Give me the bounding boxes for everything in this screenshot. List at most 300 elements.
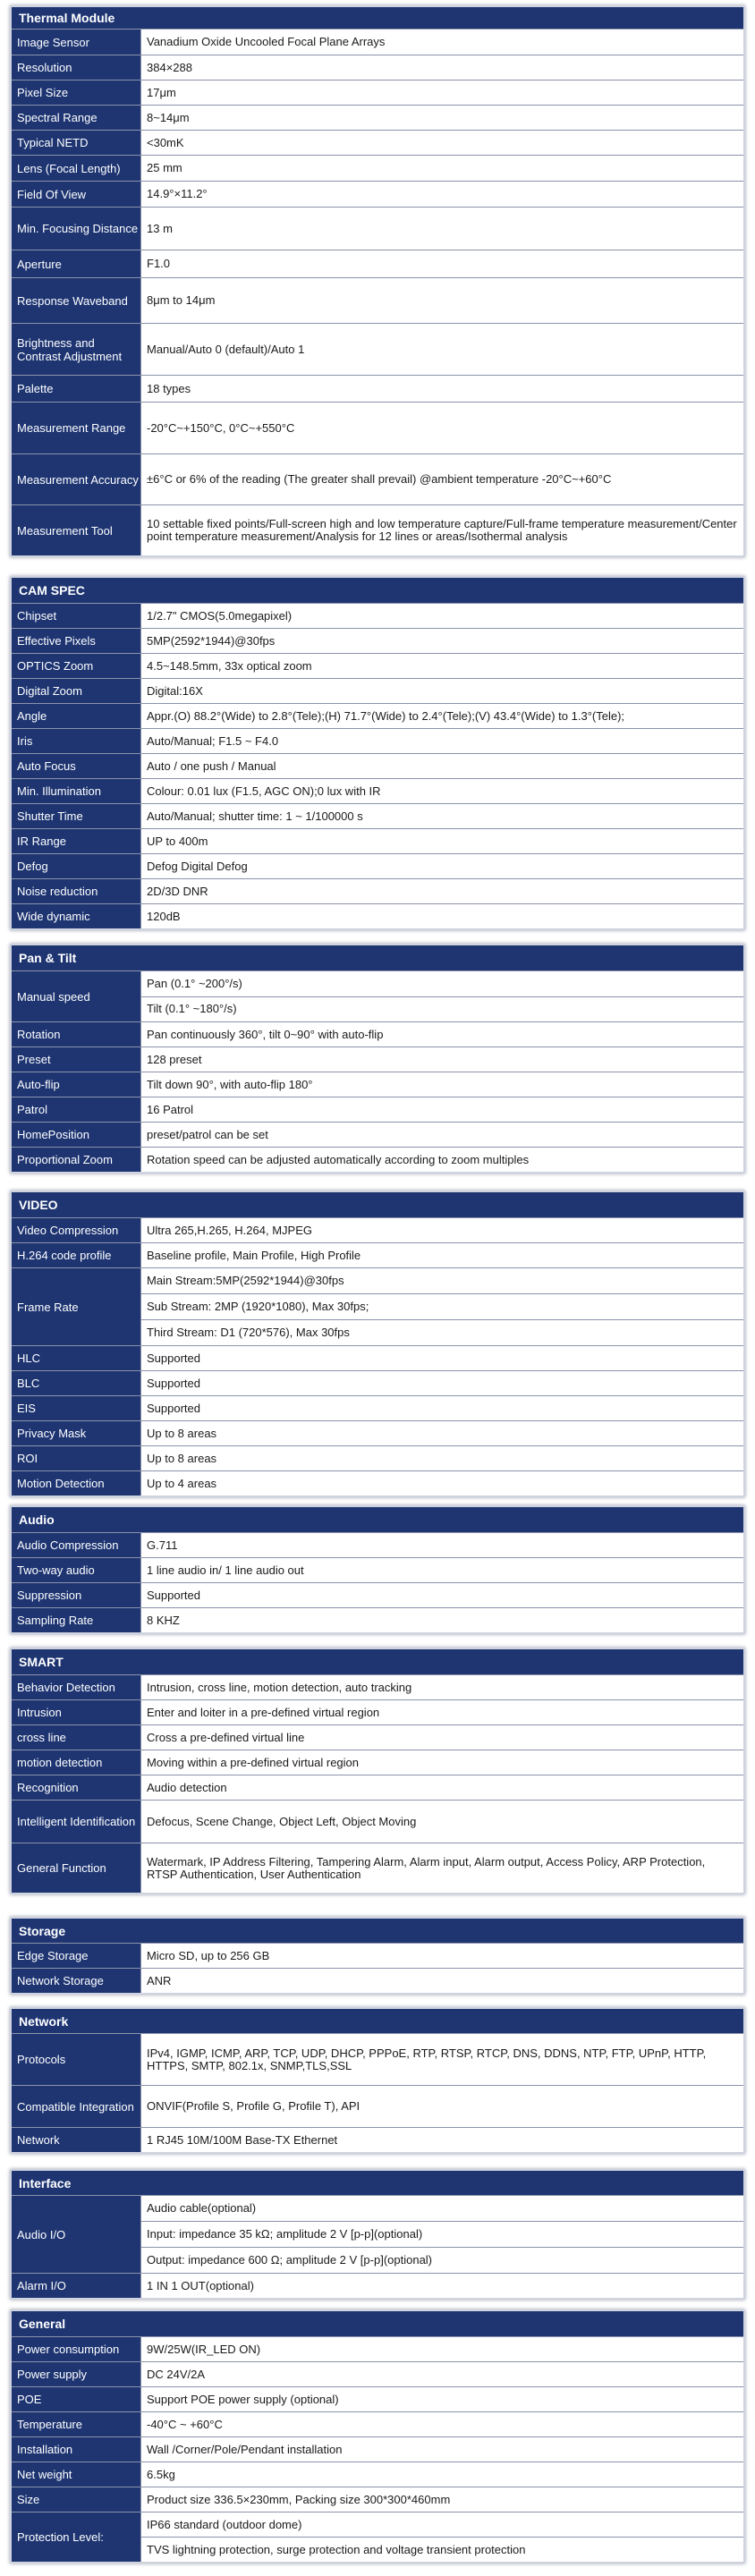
spec-values (141, 754, 743, 778)
spec-label: Digital Zoom (12, 679, 141, 703)
spec-values (141, 2462, 743, 2487)
spec-label: Shutter Time (12, 804, 141, 828)
spec-values (141, 1471, 743, 1496)
spec-values (141, 2034, 743, 2085)
spec-label: Network (12, 2128, 141, 2152)
spec-values (141, 1371, 743, 1395)
spec-row (12, 1699, 743, 1724)
spec-label: Aperture (12, 250, 141, 277)
section-network (12, 2009, 743, 2152)
spec-values (141, 2274, 743, 2298)
spec-value: 1 line audio in/ 1 line audio out (147, 1563, 304, 1577)
spec-values (141, 2086, 743, 2127)
spec-values (141, 1268, 743, 1345)
spec-values (141, 30, 743, 55)
spec-value: Wall /Corner/Pole/Pendant installation (147, 2442, 343, 2456)
spec-value: Up to 8 areas (147, 1451, 217, 1465)
spec-value: Audio detection (147, 1780, 227, 1794)
spec-values (141, 879, 743, 903)
spec-row (12, 2386, 743, 2411)
spec-values (141, 1969, 743, 1993)
spec-value: Up to 4 areas (147, 1476, 217, 1490)
spec-label: cross line (12, 1725, 141, 1750)
spec-row (12, 970, 743, 1021)
spec-value: Intrusion, cross line, motion detection, auto tracking (147, 1680, 412, 1694)
spec-row (12, 803, 743, 828)
spec-value: 6.5kg (147, 2467, 175, 2481)
spec-values (141, 1750, 743, 1775)
section-general (12, 2311, 743, 2562)
spec-value: Supported (147, 1351, 200, 1365)
spec-values (141, 1775, 743, 1800)
spec-label: Two-way audio (12, 1558, 141, 1582)
spec-row (12, 778, 743, 803)
spec-values (141, 1072, 743, 1097)
spec-value: Vanadium Oxide Uncooled Focal Plane Arrays (147, 35, 386, 48)
spec-values (141, 1243, 743, 1267)
spec-values (141, 679, 743, 703)
spec-values (141, 604, 743, 628)
spec-label: Suppression (12, 1583, 141, 1607)
section-storage (12, 1919, 743, 1993)
spec-value: Product size 336.5×230mm, Packing size 300*300*460mm (147, 2492, 451, 2506)
spec-label: Sampling Rate (12, 1608, 141, 1632)
spec-values (141, 1346, 743, 1370)
spec-row (12, 181, 743, 207)
spec-value: 2D/3D DNR (147, 884, 208, 898)
section-video (12, 1192, 743, 1496)
spec-label: HomePosition (12, 1123, 141, 1147)
spec-values (141, 904, 743, 928)
spec-values (141, 1843, 743, 1893)
spec-value: DC 24V/2A (147, 2367, 206, 2381)
spec-value: ONVIF(Profile S, Profile G, Profile T), API (147, 2099, 361, 2113)
spec-values (141, 376, 743, 402)
spec-label: Motion Detection (12, 1471, 141, 1496)
spec-row (12, 1724, 743, 1750)
spec-row (12, 80, 743, 105)
spec-value: Moving within a pre-defined virtual region (147, 1755, 360, 1769)
spec-values (141, 1396, 743, 1420)
spec-label: Installation (12, 2437, 141, 2462)
spec-values (141, 156, 743, 181)
spec-row (12, 155, 743, 181)
spec-label: OPTICS Zoom (12, 654, 141, 678)
spec-value: ±6°C or 6% of the reading (The greater shall prevail) @ambient temperature -20°C~+60°C (147, 472, 612, 486)
spec-value: -40°C ~ +60°C (147, 2417, 223, 2431)
section-thermal-module (12, 7, 743, 555)
spec-label: Min. Illumination (12, 779, 141, 803)
spec-label: Effective Pixels (12, 629, 141, 653)
spec-row (12, 2512, 743, 2562)
spec-label: Privacy Mask (12, 1421, 141, 1445)
section-smart (12, 1649, 743, 1893)
spec-label: Network Storage (12, 1969, 141, 1993)
spec-label: ROI (12, 1446, 141, 1470)
spec-row (12, 828, 743, 853)
spec-values (141, 779, 743, 803)
spec-values (141, 1675, 743, 1699)
spec-values (141, 629, 743, 653)
spec-values (141, 804, 743, 828)
spec-value: Manual/Auto 0 (default)/Auto 1 (147, 342, 305, 356)
spec-label: Frame Rate (12, 1268, 141, 1345)
spec-values (141, 729, 743, 753)
spec-label: Compatible Integration (12, 2086, 141, 2127)
spec-label: BLC (12, 1371, 141, 1395)
spec-row (12, 2462, 743, 2487)
spec-value: 128 preset (147, 1052, 202, 1066)
spec-label: Image Sensor (12, 30, 141, 55)
spec-row (12, 728, 743, 753)
spec-label: H.264 code profile (12, 1243, 141, 1267)
spec-label: Audio Compression (12, 1533, 141, 1557)
spec-label: Video Compression (12, 1218, 141, 1242)
spec-value: Audio cable(optional) (147, 2201, 257, 2215)
spec-label: Protection Level: (12, 2512, 141, 2562)
spec-label: Wide dynamic (12, 904, 141, 928)
spec-value: IP66 standard (outdoor dome) (147, 2517, 302, 2531)
spec-label: Resolution (12, 55, 141, 80)
spec-label: Spectral Range (12, 106, 141, 130)
spec-row (12, 678, 743, 703)
section-title: Pan & Tilt (12, 945, 743, 970)
section-title: Storage (12, 1919, 743, 1943)
spec-label: Measurement Tool (12, 505, 141, 555)
spec-row (12, 1395, 743, 1420)
spec-row (12, 1968, 743, 1993)
spec-value: Rotation speed can be adjusted automatically according to zoom multiples (147, 1152, 530, 1166)
spec-label: Auto-flip (12, 1072, 141, 1097)
spec-value: Cross a pre-defined virtual line (147, 1730, 305, 1744)
section-title: General (12, 2311, 743, 2336)
spec-row (12, 1750, 743, 1775)
spec-values (141, 106, 743, 130)
spec-values (141, 208, 743, 250)
spec-value: 10 settable fixed points/Full-screen high and low temperature capture/Full-frame temperature measurement/Center point temperature measurement/Analysis for 12 lines or areas/Isothermal analysis (147, 517, 737, 543)
spec-row (12, 2411, 743, 2436)
spec-values (141, 704, 743, 728)
spec-row (12, 1775, 743, 1800)
spec-values (141, 324, 743, 375)
section-title: Interface (12, 2171, 743, 2195)
spec-value: Digital:16X (147, 683, 203, 698)
spec-label: Recognition (12, 1775, 141, 1800)
spec-row (12, 1147, 743, 1172)
spec-value: 25 mm (147, 161, 182, 174)
spec-value: preset/patrol can be set (147, 1127, 268, 1141)
spec-label: HLC (12, 1346, 141, 1370)
spec-label: Temperature (12, 2412, 141, 2436)
spec-value: 1 RJ45 10M/100M Base-TX Ethernet (147, 2132, 338, 2147)
spec-row (12, 753, 743, 778)
spec-label: Audio I/O (12, 2196, 141, 2273)
spec-values (141, 1533, 743, 1557)
spec-row (12, 1445, 743, 1470)
spec-value: IPv4, IGMP, ICMP, ARP, TCP, UDP, DHCP, PPPoE, RTP, RTSP, RTCP, DNS, DDNS, NTP, FTP, UPnP, HTTP, HTTPS, SMTP, 802.1x, SNMP,TLS,SSL (147, 2046, 707, 2072)
spec-row (12, 504, 743, 555)
spec-row (12, 1943, 743, 1968)
spec-value: 9W/25W(IR_LED ON) (147, 2342, 261, 2356)
spec-values (141, 1725, 743, 1750)
spec-value: 8 KHZ (147, 1613, 180, 1627)
spec-value: F1.0 (147, 257, 171, 270)
spec-label: Intelligent Identification (12, 1801, 141, 1843)
spec-row (12, 1046, 743, 1072)
spec-row (12, 2436, 743, 2462)
spec-row (12, 29, 743, 55)
spec-value: Third Stream: D1 (720*576), Max 30fps (141, 1319, 743, 1345)
spec-row (12, 105, 743, 130)
spec-values (141, 1446, 743, 1470)
spec-label: Behavior Detection (12, 1675, 141, 1699)
spec-value: Micro SD, up to 256 GB (147, 1948, 270, 1962)
spec-values (141, 182, 743, 207)
spec-values (141, 505, 743, 555)
spec-value: ANR (147, 1973, 172, 1987)
spec-row (12, 2273, 743, 2298)
spec-row (12, 453, 743, 504)
spec-label: General Function (12, 1843, 141, 1893)
spec-value: Output: impedance 600 Ω; amplitude 2 V [p-p](optional) (141, 2247, 743, 2273)
spec-value: 17μm (147, 85, 176, 99)
spec-value: Appr.(O) 88.2°(Wide) to 2.8°(Tele);(H) 71.7°(Wide) to 2.4°(Tele);(V) 43.4°(Wide) to 1.3°(Tele); (147, 708, 625, 723)
spec-values (141, 1801, 743, 1843)
spec-row (12, 1021, 743, 1046)
spec-label: Palette (12, 376, 141, 402)
spec-label: Field Of View (12, 182, 141, 207)
spec-value: Auto/Manual; F1.5 ~ F4.0 (147, 733, 279, 748)
spec-row (12, 1345, 743, 1370)
spec-value: G.711 (147, 1538, 178, 1552)
spec-value: Auto / one push / Manual (147, 758, 276, 773)
spec-value: TVS lightning protection, surge protection and voltage transient protection (141, 2537, 743, 2562)
spec-values (141, 2362, 743, 2386)
spec-value: 1/2.7" CMOS(5.0megapixel) (147, 608, 293, 623)
spec-label: Typical NETD (12, 131, 141, 155)
spec-label: Proportional Zoom (12, 1148, 141, 1172)
spec-value: Up to 8 areas (147, 1426, 217, 1440)
spec-label: Min. Focusing Distance (12, 208, 141, 250)
spec-value: Input: impedance 35 kΩ; amplitude 2 V [p-p](optional) (141, 2221, 743, 2247)
spec-row (12, 207, 743, 250)
spec-label: Rotation (12, 1022, 141, 1046)
spec-row (12, 130, 743, 155)
spec-values (141, 1421, 743, 1445)
spec-row (12, 653, 743, 678)
spec-row (12, 1674, 743, 1699)
spec-row (12, 2487, 743, 2512)
spec-value: Supported (147, 1376, 200, 1390)
spec-values (141, 250, 743, 277)
spec-row (12, 1582, 743, 1607)
spec-values (141, 829, 743, 853)
spec-values (141, 654, 743, 678)
spec-label: Brightness and Contrast Adjustment (12, 324, 141, 375)
spec-value: 14.9°×11.2° (147, 187, 208, 200)
section-audio (12, 1507, 743, 1632)
spec-values (141, 278, 743, 323)
spec-value: Support POE power supply (optional) (147, 2392, 339, 2406)
spec-value: Enter and loiter in a pre-defined virtual region (147, 1705, 380, 1719)
spec-values (141, 2512, 743, 2562)
spec-label: Protocols (12, 2034, 141, 2085)
spec-row (12, 903, 743, 928)
spec-row (12, 1370, 743, 1395)
spec-value: 13 m (147, 221, 173, 235)
spec-value: Watermark, IP Address Filtering, Tampering Alarm, Alarm input, Alarm output, Access Policy, ARP Protection, RTSP Authentication, User Authentication (147, 1854, 706, 1881)
spec-label: Power consumption (12, 2337, 141, 2361)
spec-value: 8μm to 14μm (147, 293, 216, 307)
spec-values (141, 1022, 743, 1046)
spec-value: 1 IN 1 OUT(optional) (147, 2278, 254, 2292)
spec-row (12, 2195, 743, 2273)
spec-row (12, 2033, 743, 2085)
spec-values (141, 1047, 743, 1072)
spec-values (141, 854, 743, 878)
spec-value: UP to 400m (147, 834, 208, 848)
spec-values (141, 1148, 743, 1172)
spec-values (141, 2128, 743, 2152)
spec-values (141, 1944, 743, 1968)
spec-values (141, 1583, 743, 1607)
spec-values (141, 402, 743, 453)
spec-label: Patrol (12, 1097, 141, 1122)
spec-row (12, 878, 743, 903)
spec-row (12, 375, 743, 402)
spec-label: EIS (12, 1396, 141, 1420)
spec-label: Lens (Focal Length) (12, 156, 141, 181)
spec-values (141, 1218, 743, 1242)
spec-label: Power supply (12, 2362, 141, 2386)
spec-row (12, 55, 743, 80)
spec-value: <30mK (147, 135, 184, 149)
spec-value: Sub Stream: 2MP (1920*1080), Max 30fps; (141, 1293, 743, 1319)
spec-label: Preset (12, 1047, 141, 1072)
spec-value: Colour: 0.01 lux (F1.5, AGC ON);0 lux with IR (147, 784, 381, 798)
spec-row (12, 1532, 743, 1557)
spec-label: Edge Storage (12, 1944, 141, 1968)
spec-value: 384×288 (147, 60, 192, 74)
spec-values (141, 55, 743, 80)
spec-row (12, 1217, 743, 1242)
spec-values (141, 2387, 743, 2411)
spec-row (12, 1843, 743, 1893)
spec-label: POE (12, 2387, 141, 2411)
spec-label: Auto Focus (12, 754, 141, 778)
spec-row (12, 1072, 743, 1097)
spec-value: Pan (0.1° ~200°/s) (147, 976, 242, 990)
spec-label: Pixel Size (12, 80, 141, 105)
spec-value: 120dB (147, 909, 181, 923)
spec-label: Angle (12, 704, 141, 728)
spec-label: Manual speed (12, 971, 141, 1021)
spec-label: Chipset (12, 604, 141, 628)
spec-value: -20°C~+150°C, 0°C~+550°C (147, 420, 295, 435)
section-pan-tilt (12, 945, 743, 1172)
spec-row (12, 628, 743, 653)
spec-label: Iris (12, 729, 141, 753)
spec-label: Alarm I/O (12, 2274, 141, 2298)
spec-label: Measurement Range (12, 402, 141, 453)
spec-value: Pan continuously 360°, tilt 0~90° with auto-flip (147, 1027, 384, 1041)
spec-values (141, 1700, 743, 1724)
spec-row (12, 1122, 743, 1147)
spec-row (12, 1097, 743, 1122)
spec-value: Baseline profile, Main Profile, High Profile (147, 1248, 361, 1262)
spec-row (12, 2127, 743, 2152)
spec-label: Size (12, 2487, 141, 2512)
spec-value: Supported (147, 1588, 200, 1602)
section-title: VIDEO (12, 1192, 743, 1217)
spec-label: Defog (12, 854, 141, 878)
section-title: SMART (12, 1649, 743, 1674)
spec-value: Tilt (0.1° ~180°/s) (141, 996, 743, 1022)
spec-row (12, 1242, 743, 1267)
spec-row (12, 853, 743, 878)
spec-values (141, 2412, 743, 2436)
spec-values (141, 1558, 743, 1582)
spec-value: Defocus, Scene Change, Object Left, Object Moving (147, 1814, 417, 1828)
spec-row (12, 703, 743, 728)
spec-row (12, 1800, 743, 1843)
section-title: Network (12, 2009, 743, 2033)
spec-value: 8~14μm (147, 110, 190, 124)
spec-row (12, 1557, 743, 1582)
section-title: CAM SPEC (12, 578, 743, 603)
spec-row (12, 250, 743, 277)
spec-values (141, 454, 743, 504)
spec-values (141, 1123, 743, 1147)
spec-value: Auto/Manual; shutter time: 1 ~ 1/100000 s (147, 809, 363, 823)
spec-value: Defog Digital Defog (147, 859, 248, 873)
section-title: Thermal Module (12, 7, 743, 29)
spec-row (12, 2336, 743, 2361)
spec-values (141, 2487, 743, 2512)
spec-row (12, 1420, 743, 1445)
spec-values (141, 1097, 743, 1122)
spec-row (12, 2085, 743, 2127)
spec-label: Response Waveband (12, 278, 141, 323)
spec-value: 16 Patrol (147, 1102, 194, 1116)
spec-value: Supported (147, 1401, 200, 1415)
spec-values (141, 2196, 743, 2273)
spec-row (12, 1267, 743, 1345)
spec-row (12, 277, 743, 323)
spec-row (12, 2361, 743, 2386)
spec-value: 18 types (147, 381, 191, 395)
spec-values (141, 2337, 743, 2361)
spec-values (141, 1608, 743, 1632)
spec-label: Measurement Accuracy (12, 454, 141, 504)
spec-value: Main Stream:5MP(2592*1944)@30fps (147, 1274, 344, 1287)
spec-value: 5MP(2592*1944)@30fps (147, 633, 276, 648)
spec-value: Tilt down 90°, with auto-flip 180° (147, 1077, 313, 1091)
spec-row (12, 603, 743, 628)
spec-row (12, 323, 743, 375)
spec-row (12, 1470, 743, 1496)
spec-label: motion detection (12, 1750, 141, 1775)
spec-values (141, 2437, 743, 2462)
section-cam-spec (12, 578, 743, 928)
spec-label: Net weight (12, 2462, 141, 2487)
section-interface (12, 2171, 743, 2298)
spec-values (141, 131, 743, 155)
spec-label: Intrusion (12, 1700, 141, 1724)
spec-values (141, 971, 743, 1021)
spec-value: Ultra 265,H.265, H.264, MJPEG (147, 1223, 312, 1237)
spec-label: Noise reduction (12, 879, 141, 903)
